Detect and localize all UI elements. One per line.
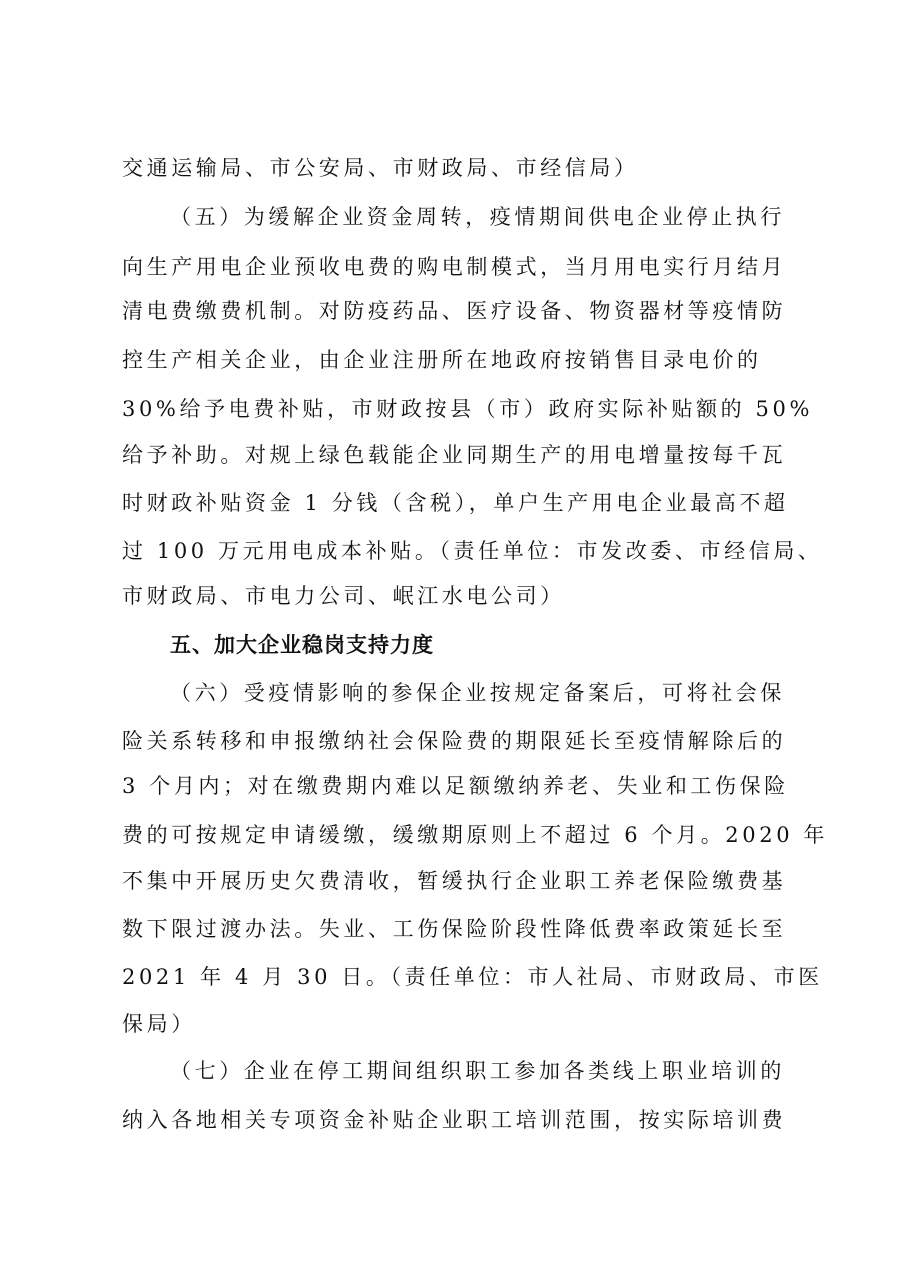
text-line: 2021 年 4 月 30 日。（责任单位：市人社局、市财政局、市医 [122,965,823,989]
text-line: 30%给予电费补贴，市财政按县（市）政府实际补贴额的 50% [122,397,814,421]
paragraph-7-first-line: （七）企业在停工期间组织职工参加各类线上职业培训的 [170,1059,785,1083]
text-line: 保局） [122,1012,196,1036]
text-line: 3 个月内；对在缴费期内难以足额缴纳养老、失业和工伤保险 [122,774,789,798]
section-heading: 五、加大企业稳岗支持力度 [170,633,434,657]
text-line: 不集中开展历史欠费清收，暂缓执行企业职工养老保险缴费基 [122,869,787,893]
text-line: 数下限过渡办法。失业、工伤保险阶段性降低费率政策延长至 [122,917,787,941]
text-line: 给予补助。对规上绿色载能企业同期生产的用电增量按每千瓦 [122,443,787,467]
paragraph-6-first-line: （六）受疫情影响的参保企业按规定备案后，可将社会保 [170,681,785,705]
text-line: 清电费缴费机制。对防疫药品、医疗设备、物资器材等疫情防 [122,299,787,323]
text-line: 险关系转移和申报缴纳社会保险费的期限延长至疫情解除后的 [122,729,787,753]
text-line: 过 100 万元用电成本补贴。（责任单位：市发改委、市经信局、 [122,539,823,563]
text-line: 费的可按规定申请缓缴，缓缴期原则上不超过 6 个月。2020 年 [122,823,829,847]
text-line: 纳入各地相关专项资金补贴企业职工培训范围，按实际培训费 [122,1108,787,1132]
text-line: 控生产相关企业，由企业注册所在地政府按销售目录电价的 [122,348,762,372]
text-line: 时财政补贴资金 1 分钱（含税），单户生产用电企业最高不超 [122,491,789,515]
paragraph-5-first-line: （五）为缓解企业资金周转，疫情期间供电企业停止执行 [170,205,785,229]
text-line: 交通运输局、市公安局、市财政局、市经信局） [122,156,639,180]
text-line: 向生产用电企业预收电费的购电制模式，当月用电实行月结月 [122,255,787,279]
text-line: 市财政局、市电力公司、岷江水电公司） [122,584,565,608]
